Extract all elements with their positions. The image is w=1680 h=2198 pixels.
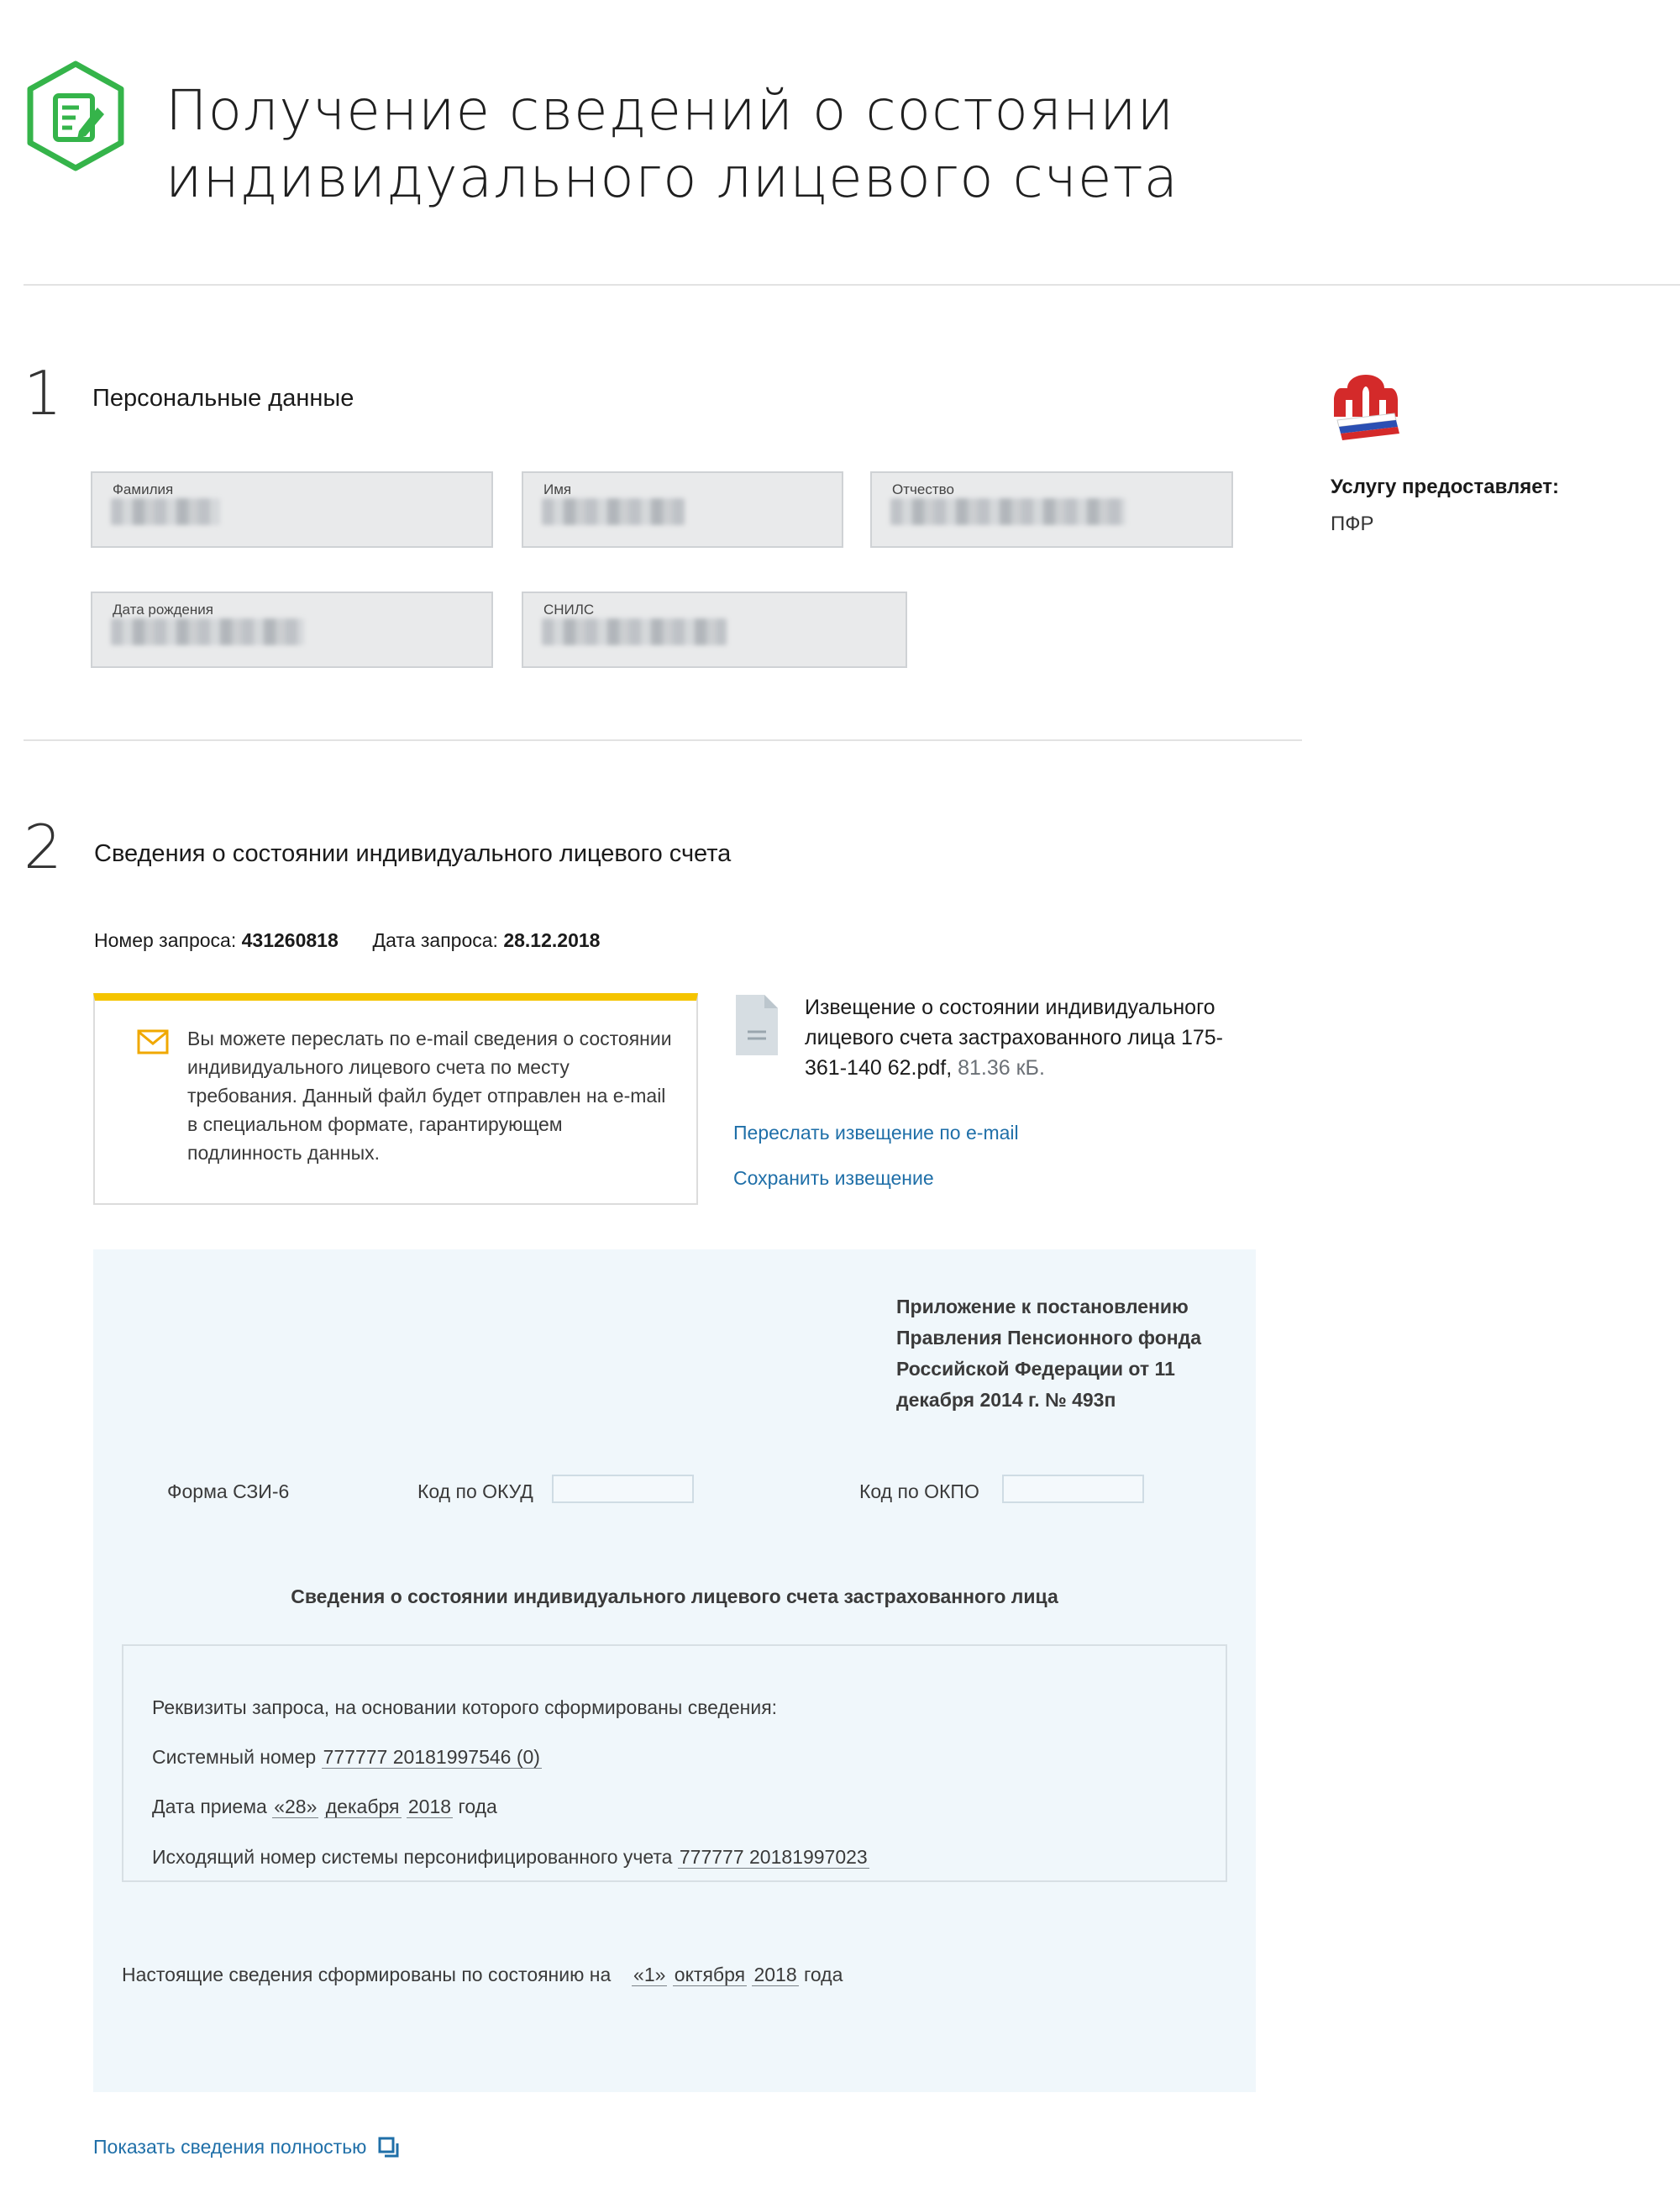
birthdate-label: Дата рождения xyxy=(113,602,213,618)
lastname-field[interactable] xyxy=(91,471,493,548)
snils-value-redacted xyxy=(542,618,727,645)
step-2-number: 2 xyxy=(24,812,62,882)
header-divider xyxy=(24,284,1680,286)
okud-code-box xyxy=(552,1475,694,1503)
step-1-number: 1 xyxy=(24,358,62,429)
lastname-value-redacted xyxy=(111,498,220,525)
okud-label: Код по ОКУД xyxy=(417,1480,533,1502)
outgoing-number: 777777 20181997023 xyxy=(679,1846,868,1868)
pfr-logo xyxy=(1329,370,1403,444)
edit-document-icon xyxy=(24,59,128,173)
accept-date-label: Дата приема xyxy=(152,1796,267,1817)
step-2-title: Сведения о состоянии индивидуального лицевого счета xyxy=(94,840,732,867)
as-of-month: октября xyxy=(674,1964,746,1985)
provider-caption: Услугу предоставляет: xyxy=(1331,476,1560,498)
show-full-link[interactable] xyxy=(93,2136,400,2159)
as-of-day: «1» xyxy=(633,1964,666,1985)
outgoing-number-label: Исходящий номер системы персонифицированного учета xyxy=(152,1846,673,1868)
send-email-link[interactable]: Переслать извещение по e-mail xyxy=(733,1122,1019,1144)
requisites-box xyxy=(122,1644,1227,1882)
file-name: Извещение о состоянии индивидуального лицевого счета застрахованного лица 175-361-140 62.pdf, xyxy=(805,996,1223,1080)
as-of-label: Настоящие сведения сформированы по состоянию на xyxy=(122,1964,612,1985)
email-notice xyxy=(93,993,698,1205)
snils-field[interactable] xyxy=(522,592,907,668)
request-date-label: Дата запроса: xyxy=(372,929,498,951)
request-date: 28.12.2018 xyxy=(503,929,601,951)
envelope-icon xyxy=(137,1029,169,1059)
request-info xyxy=(94,929,600,952)
outgoing-number-line xyxy=(152,1846,869,1869)
lastname-label: Фамилия xyxy=(113,481,174,497)
firstname-field[interactable] xyxy=(522,471,843,548)
system-number-label: Системный номер xyxy=(152,1746,317,1768)
patronymic-label: Отчество xyxy=(892,481,954,497)
system-number: 777777 20181997546 (0) xyxy=(323,1746,540,1768)
page-title: Получение сведений о состоянии индивидуального лицевого счета xyxy=(165,78,1179,210)
requisites-label: Реквизиты запроса, на основании которого сформированы сведения: xyxy=(152,1696,778,1718)
patronymic-value-redacted xyxy=(890,498,1126,525)
expand-window-icon xyxy=(378,2137,400,2159)
file-icon xyxy=(734,993,780,1061)
step-divider xyxy=(24,739,1302,741)
appendix-note: Приложение к постановлению Правления Пенсионного фонда Российской Федерации от 11 декабря 2014 г. № 493п xyxy=(896,1296,1202,1411)
service-icon xyxy=(24,59,128,173)
request-number-label: Номер запроса: xyxy=(94,929,237,951)
accept-day: «28» xyxy=(274,1796,318,1817)
step-1-title: Персональные данные xyxy=(92,385,354,412)
document-heading: Сведения о состоянии индивидуального лицевого счета застрахованного лица xyxy=(291,1585,1058,1607)
okpo-label: Код по ОКПО xyxy=(859,1480,979,1502)
as-of-year: 2018 xyxy=(753,1964,797,1985)
firstname-label: Имя xyxy=(543,481,572,497)
accept-year-word: года xyxy=(458,1796,497,1817)
notice-file[interactable] xyxy=(805,992,1242,1083)
accept-date-line xyxy=(152,1796,497,1818)
file-size: 81.36 кБ. xyxy=(958,1056,1045,1080)
birthdate-field[interactable] xyxy=(91,592,493,668)
as-of-line xyxy=(122,1964,843,1986)
firstname-value-redacted xyxy=(542,498,685,525)
okpo-code-box xyxy=(1002,1475,1144,1503)
save-notice-link[interactable]: Сохранить извещение xyxy=(733,1167,934,1189)
patronymic-field[interactable] xyxy=(870,471,1233,548)
notice-text: Вы можете переслать по e-mail сведения о состоянии индивидуального лицевого счета по месту требования. Данный файл будет отправлен на e-mail в специальном формате, гарантирующем подлинность данных. xyxy=(187,1028,672,1164)
snils-label: СНИЛС xyxy=(543,602,595,618)
document-preview xyxy=(93,1249,1256,2092)
accept-year: 2018 xyxy=(407,1796,452,1817)
request-number: 431260818 xyxy=(241,929,339,951)
birthdate-value-redacted xyxy=(111,618,304,645)
as-of-year-word: года xyxy=(804,1964,843,1985)
system-number-line xyxy=(152,1746,542,1769)
show-full-label: Показать сведения полностью xyxy=(93,2136,367,2158)
provider-name: ПФР xyxy=(1331,513,1374,535)
accept-month: декабря xyxy=(325,1796,400,1817)
form-label: Форма СЗИ-6 xyxy=(167,1480,290,1502)
